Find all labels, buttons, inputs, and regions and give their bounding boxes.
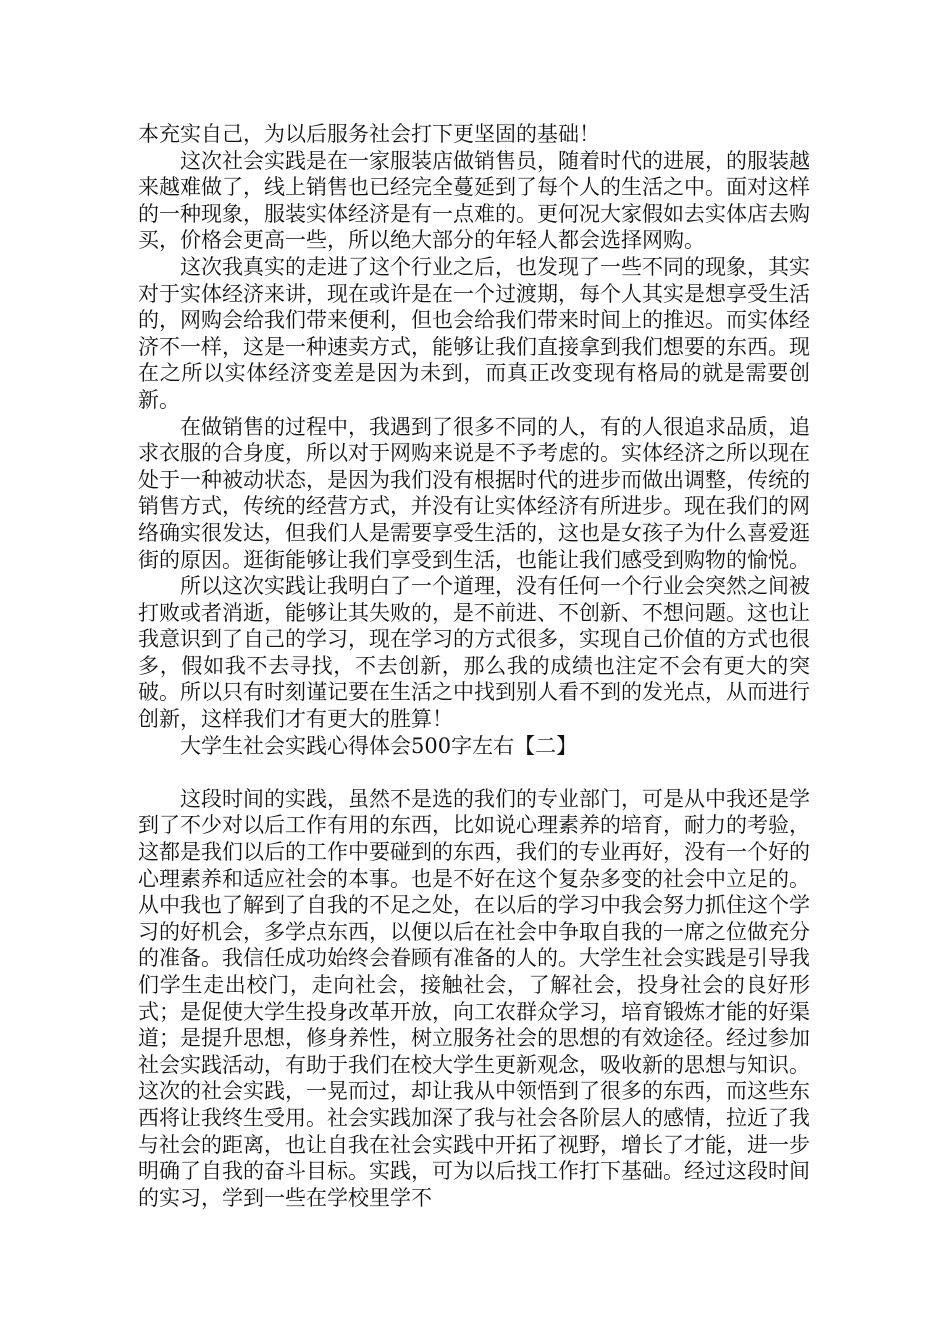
blank-line bbox=[138, 759, 810, 786]
paragraph-clothing-store: 这次社会实践是在一家服装店做销售员，随着时代的进展，的服装越来越难做了，线上销售也已经完全蔓延到了每个人的生活之中。面对这样的一种现象，服装实体经济是有一点难的。更何况大家假如去实体店去购买，价格会更高一些，所以绝大部分的年轻人都会选择网购。 bbox=[138, 148, 810, 253]
paragraph-practice-reflection: 这段时间的实践，虽然不是选的我们的专业部门，可是从中我还是学到了不少对以后工作有用的东西，比如说心理素养的培育，耐力的考验，这都是我们以后的工作中要碰到的东西，我们的专业再好，没有一个好的心理素养和适应社会的本事。也是不好在这个复杂多变的社会中立足的。从中我也了解到了自我的不足之处，在以后的学习中我会努力抓住这个学习的好机会，多学点东西，以便以后在社会中争取自我的一席之位做充分的准备。我信任成功始终会眷顾有准备的人的。大学生社会实践是引导我们学生走出校门，走向社会，接触社会，了解社会，投身社会的良好形式；是促使大学生投身改革开放，向工农群众学习，培育锻炼才能的好渠道；是提升思想，修身养性，树立服务社会的思想的有效途径。经过参加社会实践活动，有助于我们在校大学生更新观念，吸收新的思想与知识。这次的社会实践，一晃而过，却让我从中领悟到了很多的东西，而这些东西将让我终生受用。社会实践加深了我与社会各阶层人的感情，拉近了我与社会的距离，也让自我在社会实践中开拓了视野，增长了才能，进一步明确了自我的奋斗目标。实践，可为以后找工作打下基础。经过这段时间的实习，学到一些在学校里学不 bbox=[138, 786, 810, 1210]
document-body bbox=[138, 121, 810, 1211]
paragraph-lesson-learned: 所以这次实践让我明白了一个道理，没有任何一个行业会突然之间被打败或者消逝，能够让其失败的，是不前进、不创新、不想问题。这也让我意识到了自己的学习，现在学习的方式很多，实现自己价值的方式也很多，假如我不去寻找，不去创新，那么我的成绩也注定不会有更大的突破。所以只有时刻谨记要在生活之中找到别人看不到的发光点，从而进行创新，这样我们才有更大的胜算！ bbox=[138, 574, 810, 732]
paragraph-continuation: 本充实自己，为以后服务社会打下更坚固的基础！ bbox=[138, 122, 600, 146]
section-heading: 大学生社会实践心得体会500字左右【二】 bbox=[180, 733, 578, 758]
paragraph-industry-observation: 这次我真实的走进了这个行业之后，也发现了一些不同的现象，其实对于实体经济来讲，现在或许是在一个过渡期，每个人其实是想享受生活的，网购会给我们带来便利，但也会给我们带来时间上的推迟。而实体经济不一样，这是一种速卖方式，能够让我们直接拿到我们想要的东西。现在之所以实体经济变差是因为未到，而真正改变现有格局的就是需要创新。 bbox=[138, 254, 810, 412]
paragraph-sales-experience: 在做销售的过程中，我遇到了很多不同的人，有的人很追求品质，追求衣服的合身度，所以对于网购来说是不予考虑的。实体经济之所以现在处于一种被动状态，是因为我们没有根据时代的进步而做出调整，传统的销售方式，传统的经营方式，并没有让实体经济有所进步。现在我们的网络确实很发达，但我们人是需要享受生活的，这也是女孩子为什么喜爱逛街的原因。逛街能够让我们享受到生活，也能让我们感受到购物的愉悦。 bbox=[138, 414, 810, 572]
